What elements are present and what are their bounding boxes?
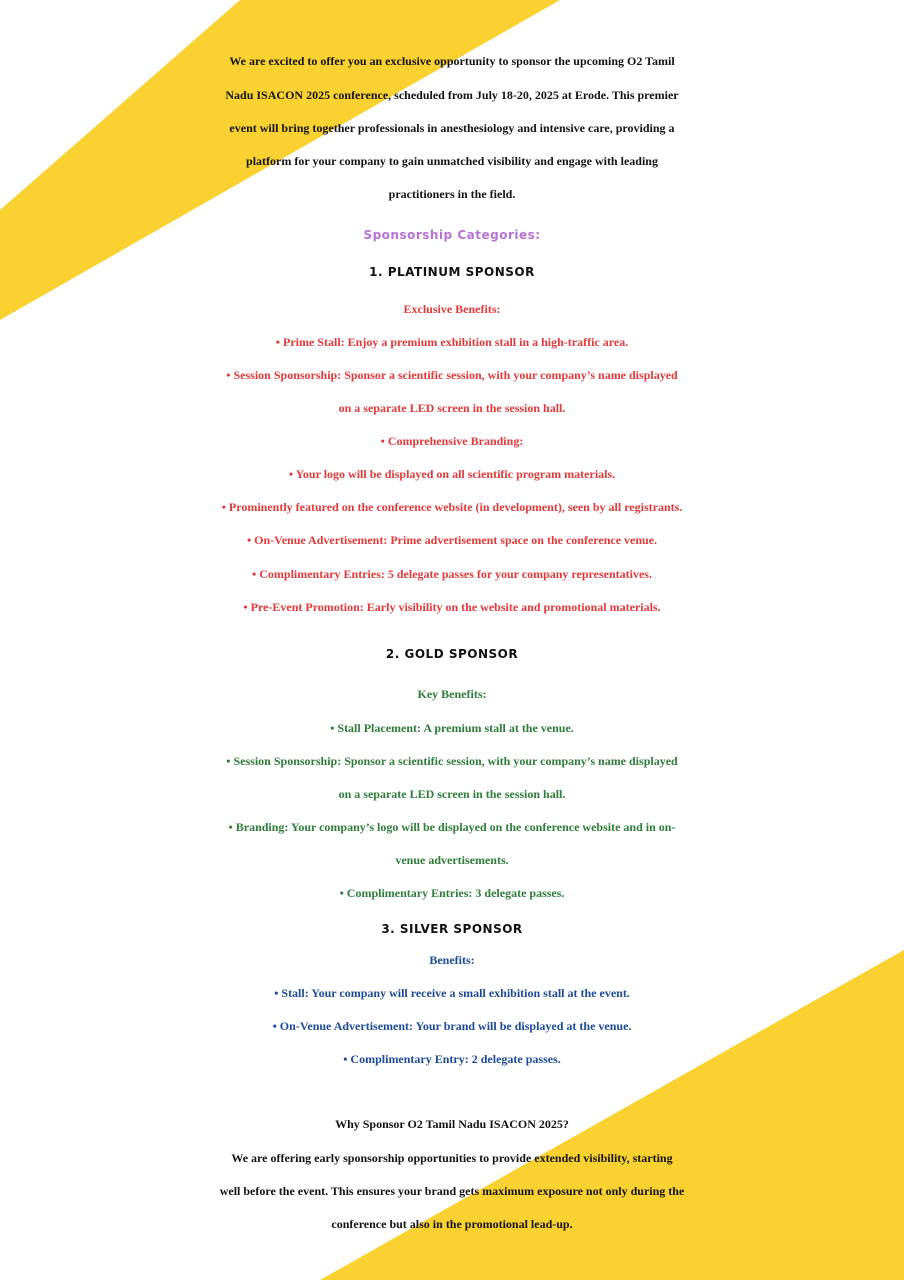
silver-subheading: Benefits: bbox=[429, 953, 475, 967]
intro-line: platform for your company to gain unmatched visibility and engage with leading bbox=[246, 154, 658, 168]
intro-line: event will bring together professionals in anesthesiology and intensive care, providing a bbox=[229, 121, 675, 135]
gold-benefit: • Session Sponsorship: Sponsor a scientific session, with your company’s name displayed bbox=[226, 754, 678, 768]
why-sponsor-line: We are offering early sponsorship opportunities to provide extended visibility, starting bbox=[231, 1151, 673, 1165]
silver-benefit: • Stall: Your company will receive a small exhibition stall at the event. bbox=[274, 986, 630, 1000]
gold-benefit: • Branding: Your company’s logo will be displayed on the conference website and in on- bbox=[228, 820, 676, 834]
silver-benefit: • Complimentary Entry: 2 delegate passes. bbox=[343, 1052, 561, 1066]
why-sponsor-title: Why Sponsor O2 Tamil Nadu ISACON 2025? bbox=[335, 1117, 569, 1131]
platinum-benefit: • Complimentary Entries: 5 delegate passes for your company representatives. bbox=[252, 567, 652, 581]
gold-subheading: Key Benefits: bbox=[417, 687, 487, 701]
silver-benefit: • On-Venue Advertisement: Your brand will be displayed at the venue. bbox=[272, 1019, 632, 1033]
intro-line: Nadu ISACON 2025 conference, scheduled from July 18-20, 2025 at Erode. This premier bbox=[225, 88, 679, 102]
platinum-benefit: • Your logo will be displayed on all scientific program materials. bbox=[288, 467, 616, 481]
gold-sponsor-heading: 2. GOLD SPONSOR bbox=[385, 647, 519, 661]
platinum-benefit: • Session Sponsorship: Sponsor a scientific session, with your company’s name displayed bbox=[226, 368, 678, 382]
gold-benefit: • Stall Placement: A premium stall at the venue. bbox=[330, 721, 574, 735]
platinum-benefit: • Pre-Event Promotion: Early visibility on the website and promotional materials. bbox=[243, 600, 661, 614]
gold-benefit: venue advertisements. bbox=[395, 853, 509, 867]
intro-line: We are excited to offer you an exclusive opportunity to sponsor the upcoming O2 Tamil bbox=[229, 54, 675, 68]
intro-line: practitioners in the field. bbox=[388, 187, 516, 201]
platinum-benefit: • Comprehensive Branding: bbox=[380, 434, 524, 448]
platinum-subheading: Exclusive Benefits: bbox=[403, 302, 501, 316]
platinum-benefit: • On-Venue Advertisement: Prime advertisement space on the conference venue. bbox=[246, 533, 658, 547]
why-sponsor-line: conference but also in the promotional lead-up. bbox=[331, 1217, 573, 1231]
why-sponsor-line: well before the event. This ensures your brand gets maximum exposure not only during the bbox=[219, 1184, 685, 1198]
gold-benefit: on a separate LED screen in the session hall. bbox=[338, 787, 566, 801]
platinum-sponsor-heading: 1. PLATINUM SPONSOR bbox=[369, 265, 535, 279]
platinum-benefit: on a separate LED screen in the session hall. bbox=[338, 401, 566, 415]
silver-sponsor-heading: 3. SILVER SPONSOR bbox=[381, 922, 523, 936]
gold-benefit: • Complimentary Entries: 3 delegate passes. bbox=[339, 886, 565, 900]
platinum-benefit: • Prime Stall: Enjoy a premium exhibition stall in a high-traffic area. bbox=[275, 335, 629, 349]
sponsorship-categories-title: Sponsorship Categories: bbox=[363, 228, 541, 242]
platinum-benefit: • Prominently featured on the conference website (in development), seen by all registrants. bbox=[221, 500, 683, 514]
